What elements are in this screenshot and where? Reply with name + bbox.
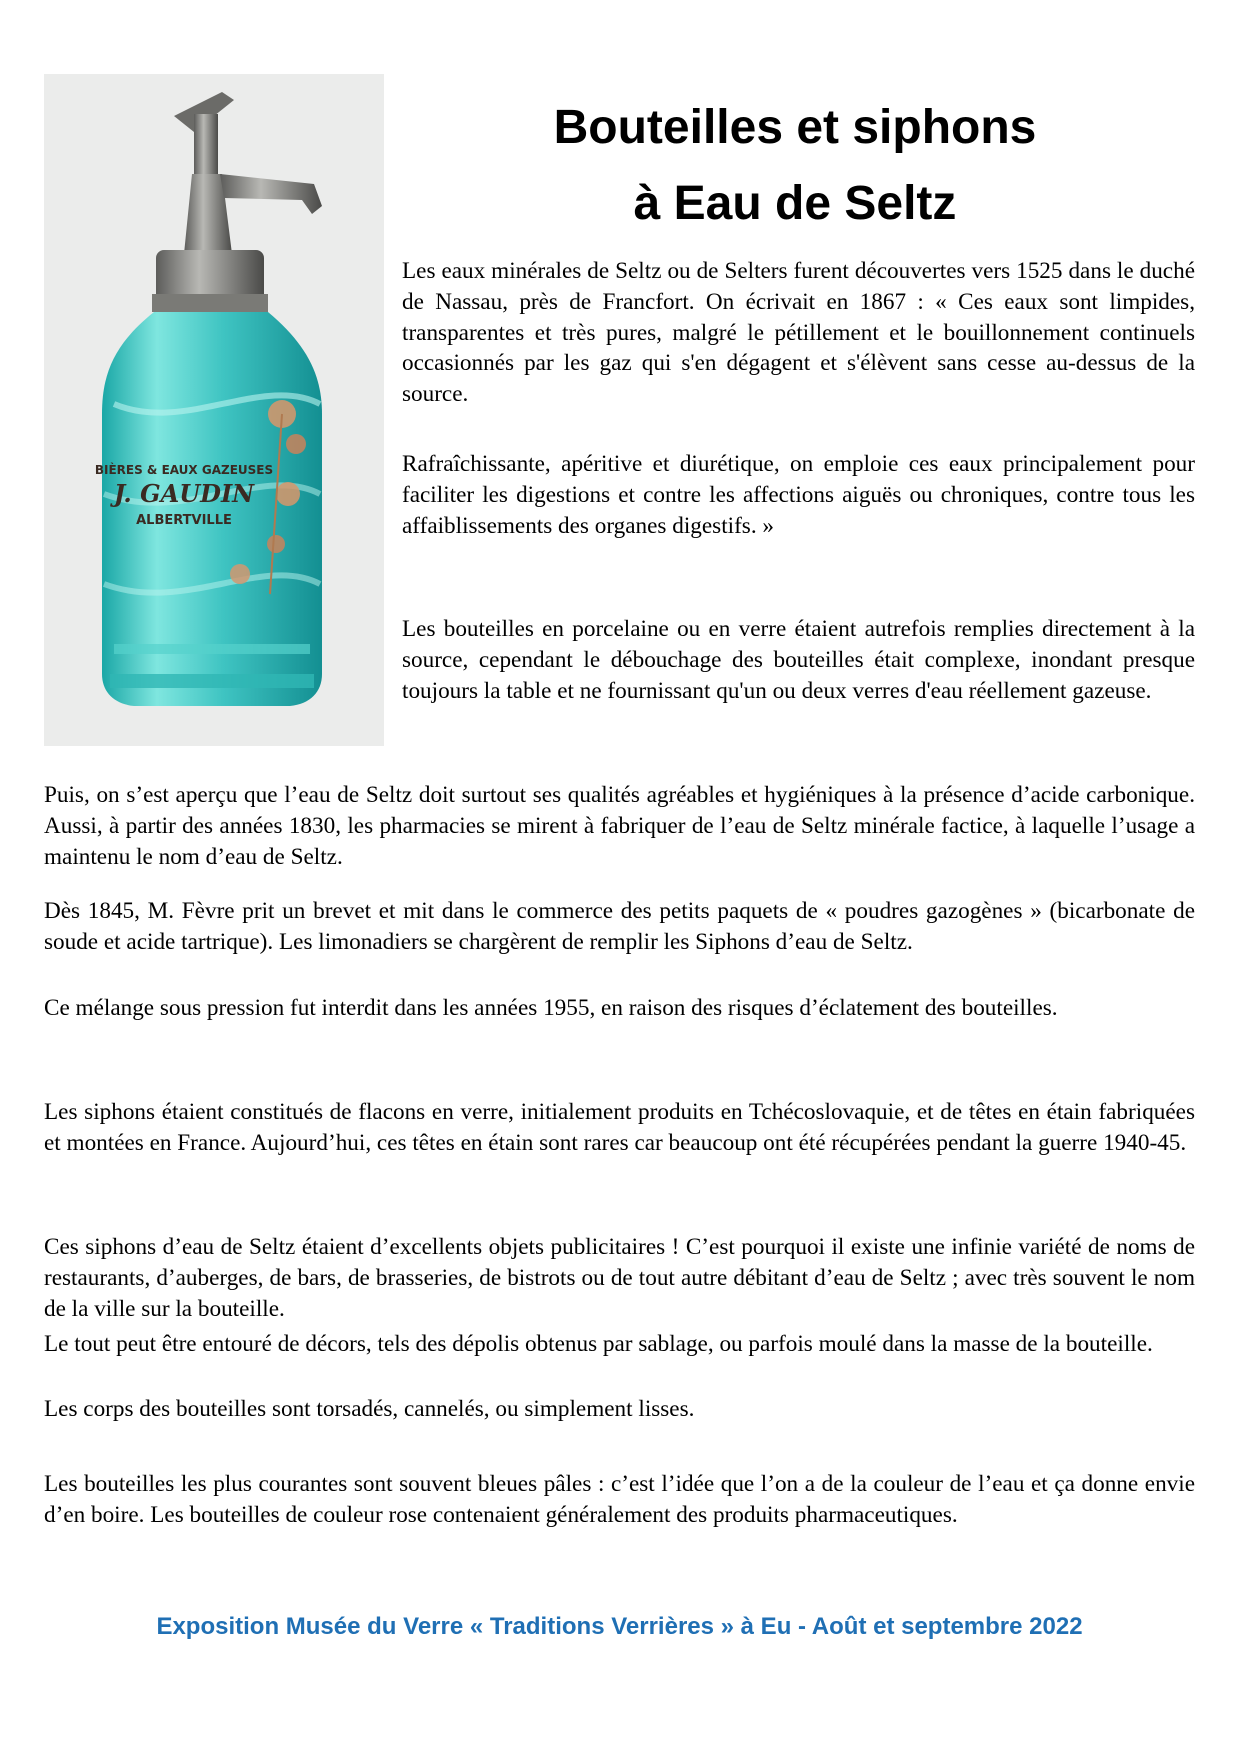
paragraph-siphon-origin: Les siphons étaient constitués de flacons en verre, initialement produits en Tchécoslovaquie, et de têtes en étain fabriquées et montées en France. Aujourd’hui, ces têtes en étain sont rares car beaucoup ont été récupérées pendant la guerre 1940-45. [44, 1099, 1195, 1156]
paragraph-carbonic-acid: Puis, on s’est aperçu que l’eau de Seltz doit surtout ses qualités agréables et hygiéniques à la présence d’acide carbonique. Aussi, à partir des années 1830, les pharmacies se mirent à fabriquer de l’eau de Seltz minérale factice, à laquelle l’usage a maintenu le nom d’eau de Seltz. [44, 782, 1195, 870]
exhibition-footer: Exposition Musée du Verre « Traditions Verrières » à Eu - Août et septembre 2022 [156, 1613, 1083, 1640]
title-line1: Bouteilles et siphons [553, 101, 1037, 154]
paragraph-bottles-source: Les bouteilles en porcelaine ou en verre étaient autrefois remplies directement à la source, cependant le débouchage des bouteilles était complexe, inondant presque toujours la table et ne fournissant qu'un ou deux verres d'eau réellement gazeuse. [402, 616, 1195, 704]
paragraph-decor: Le tout peut être entouré de décors, tels des dépolis obtenus par sablage, ou parfois moulé dans la masse de la bouteille. [44, 1331, 1153, 1357]
paragraph-body-shapes: Les corps des bouteilles sont torsadés, cannelés, ou simplement lisses. [44, 1396, 695, 1422]
title-line2: à Eau de Seltz [633, 177, 957, 230]
label-line2: J. GAUDIN [113, 479, 255, 508]
paragraph-advertising: Ces siphons d’eau de Seltz étaient d’excellents objets publicitaires ! C’est pourquoi il existe une infinie variété de noms de restaurants, d’auberges, de bars, de brasseries, de bistrots ou de tout autre débitant d’eau de Seltz ; avec très souvent le nom de la ville sur la bouteille. [44, 1234, 1195, 1322]
paragraph-ban: Ce mélange sous pression fut interdit dans les années 1955, en raison des risques d’éclatement des bouteilles. [44, 995, 1058, 1021]
label-line3: ALBERTVILLE [136, 513, 232, 528]
siphon-spout [220, 174, 322, 214]
paragraph-colors: Les bouteilles les plus courantes sont souvent bleues pâles : c’est l’idée que l’on a de la couleur de l’eau et ça donne envie d’en boire. Les bouteilles de couleur rose contenaient généralement des produits pharmaceutiques. [44, 1471, 1195, 1528]
label-line1: BIÈRES & EAUX GAZEUSES [94, 463, 274, 477]
paragraph-fevre-patent: Dès 1845, M. Fèvre prit un brevet et mit dans le commerce des petits paquets de « poudres gazogènes » (bicarbonate de soude et acide tartrique). Les limonadiers se chargèrent de remplir les Siphons d’eau de Seltz. [44, 898, 1195, 955]
page-title [430, 90, 1160, 242]
paragraph-intro: Les eaux minérales de Seltz ou de Selters furent découvertes vers 1525 dans le duché de Nassau, près de Francfort. On écrivait en 1867 : « Ces eaux sont limpides, transparentes et très pures, malgré le pétillement et le bouillonnement continuels occasionnés par les gaz qui s'en dégagent et s'élèvent sans cesse au-dessus de la source. [402, 258, 1195, 408]
siphon-bottle-photo [44, 74, 384, 746]
siphon-head [194, 114, 218, 174]
paragraph-quote: Rafraîchissante, apéritive et diurétique, on emploie ces eaux principalement pour faciliter les digestions et contre les affections aiguës ou chroniques, contre tous les affaiblissements des organes digestifs. » [402, 451, 1195, 539]
